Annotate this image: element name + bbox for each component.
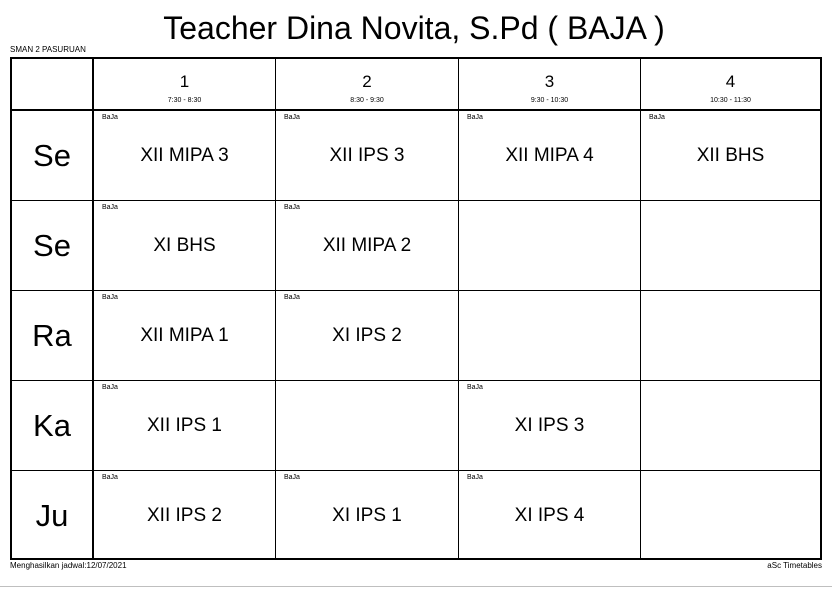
empty-cell — [459, 201, 640, 291]
empty-cell — [641, 471, 820, 558]
period-number: 3 — [544, 72, 555, 91]
row-divider — [12, 290, 820, 291]
timetable-grid — [10, 57, 822, 560]
empty-cell — [641, 291, 820, 381]
day-row-2 — [12, 201, 820, 291]
period-header-4 — [641, 59, 820, 109]
period-header-2 — [276, 59, 458, 109]
day-label: Se — [12, 111, 94, 201]
period-header-1 — [94, 59, 275, 109]
lesson-cell — [276, 471, 458, 558]
class-name: XII BHS — [696, 145, 765, 166]
teacher-code: BaJa — [102, 474, 118, 481]
day-label: Ka — [12, 381, 94, 471]
teacher-code: BaJa — [284, 294, 300, 301]
teacher-code: BaJa — [102, 114, 118, 121]
class-name: XI IPS 2 — [332, 325, 402, 346]
school-name: SMAN 2 PASURUAN — [10, 45, 86, 54]
column-divider — [640, 59, 641, 558]
teacher-code: BaJa — [284, 474, 300, 481]
empty-cell — [459, 291, 640, 381]
lesson-cell — [276, 291, 458, 381]
lesson-cell — [94, 201, 275, 291]
empty-cell — [276, 381, 458, 471]
lesson-cell — [641, 111, 820, 201]
generated-date: Menghasilkan jadwal:12/07/2021 — [10, 561, 127, 570]
teacher-code: BaJa — [467, 474, 483, 481]
class-name: XII MIPA 4 — [505, 145, 594, 166]
period-time: 7:30 - 8:30 — [167, 97, 202, 104]
empty-cell — [641, 381, 820, 471]
class-name: XII IPS 3 — [329, 145, 405, 166]
empty-cell — [641, 201, 820, 291]
teacher-code: BaJa — [467, 384, 483, 391]
corner-cell — [12, 59, 94, 109]
lesson-cell — [94, 381, 275, 471]
period-number: 2 — [362, 72, 372, 91]
class-name: XII IPS 2 — [147, 505, 222, 526]
page-bottom-rule — [0, 586, 832, 587]
period-time: 10:30 - 11:30 — [710, 97, 751, 104]
class-name: XI BHS — [153, 235, 216, 256]
period-time: 9:30 - 10:30 — [530, 97, 569, 104]
day-row-4 — [12, 381, 820, 471]
period-header-3 — [459, 59, 640, 109]
page-title: Teacher Dina Novita, S.Pd ( BAJA ) — [163, 10, 665, 46]
class-name: XI IPS 3 — [514, 415, 585, 436]
lesson-cell — [94, 111, 275, 201]
day-label: Se — [12, 201, 94, 291]
class-name: XII MIPA 1 — [140, 325, 229, 346]
lesson-cell — [459, 111, 640, 201]
row-divider — [12, 470, 820, 471]
software-credit: aSc Timetables — [767, 561, 822, 570]
day-label: Ra — [12, 291, 94, 381]
column-divider — [458, 59, 459, 558]
lesson-cell — [276, 111, 458, 201]
class-name: XII MIPA 3 — [140, 145, 229, 166]
teacher-code: BaJa — [284, 204, 300, 211]
class-name: XI IPS 1 — [332, 505, 402, 526]
period-number: 1 — [179, 72, 190, 91]
teacher-code: BaJa — [102, 204, 118, 211]
column-divider — [275, 59, 276, 558]
teacher-code: BaJa — [284, 114, 300, 121]
day-row-5 — [12, 471, 820, 558]
day-label: Ju — [12, 471, 94, 558]
teacher-code: BaJa — [649, 114, 665, 121]
lesson-cell — [94, 291, 275, 381]
teacher-code: BaJa — [102, 294, 118, 301]
lesson-cell — [459, 471, 640, 558]
period-header-row — [12, 59, 820, 111]
row-divider — [12, 200, 820, 201]
day-row-1 — [12, 111, 820, 201]
teacher-code: BaJa — [467, 114, 483, 121]
class-name: XI IPS 4 — [514, 505, 585, 526]
period-time: 8:30 - 9:30 — [350, 97, 384, 104]
class-name: XII IPS 1 — [147, 415, 222, 436]
lesson-cell — [459, 381, 640, 471]
day-row-3 — [12, 291, 820, 381]
teacher-code: BaJa — [102, 384, 118, 391]
lesson-cell — [276, 201, 458, 291]
class-name: XII MIPA 2 — [322, 235, 412, 256]
row-divider — [12, 380, 820, 381]
lesson-cell — [94, 471, 275, 558]
period-number: 4 — [725, 72, 736, 91]
